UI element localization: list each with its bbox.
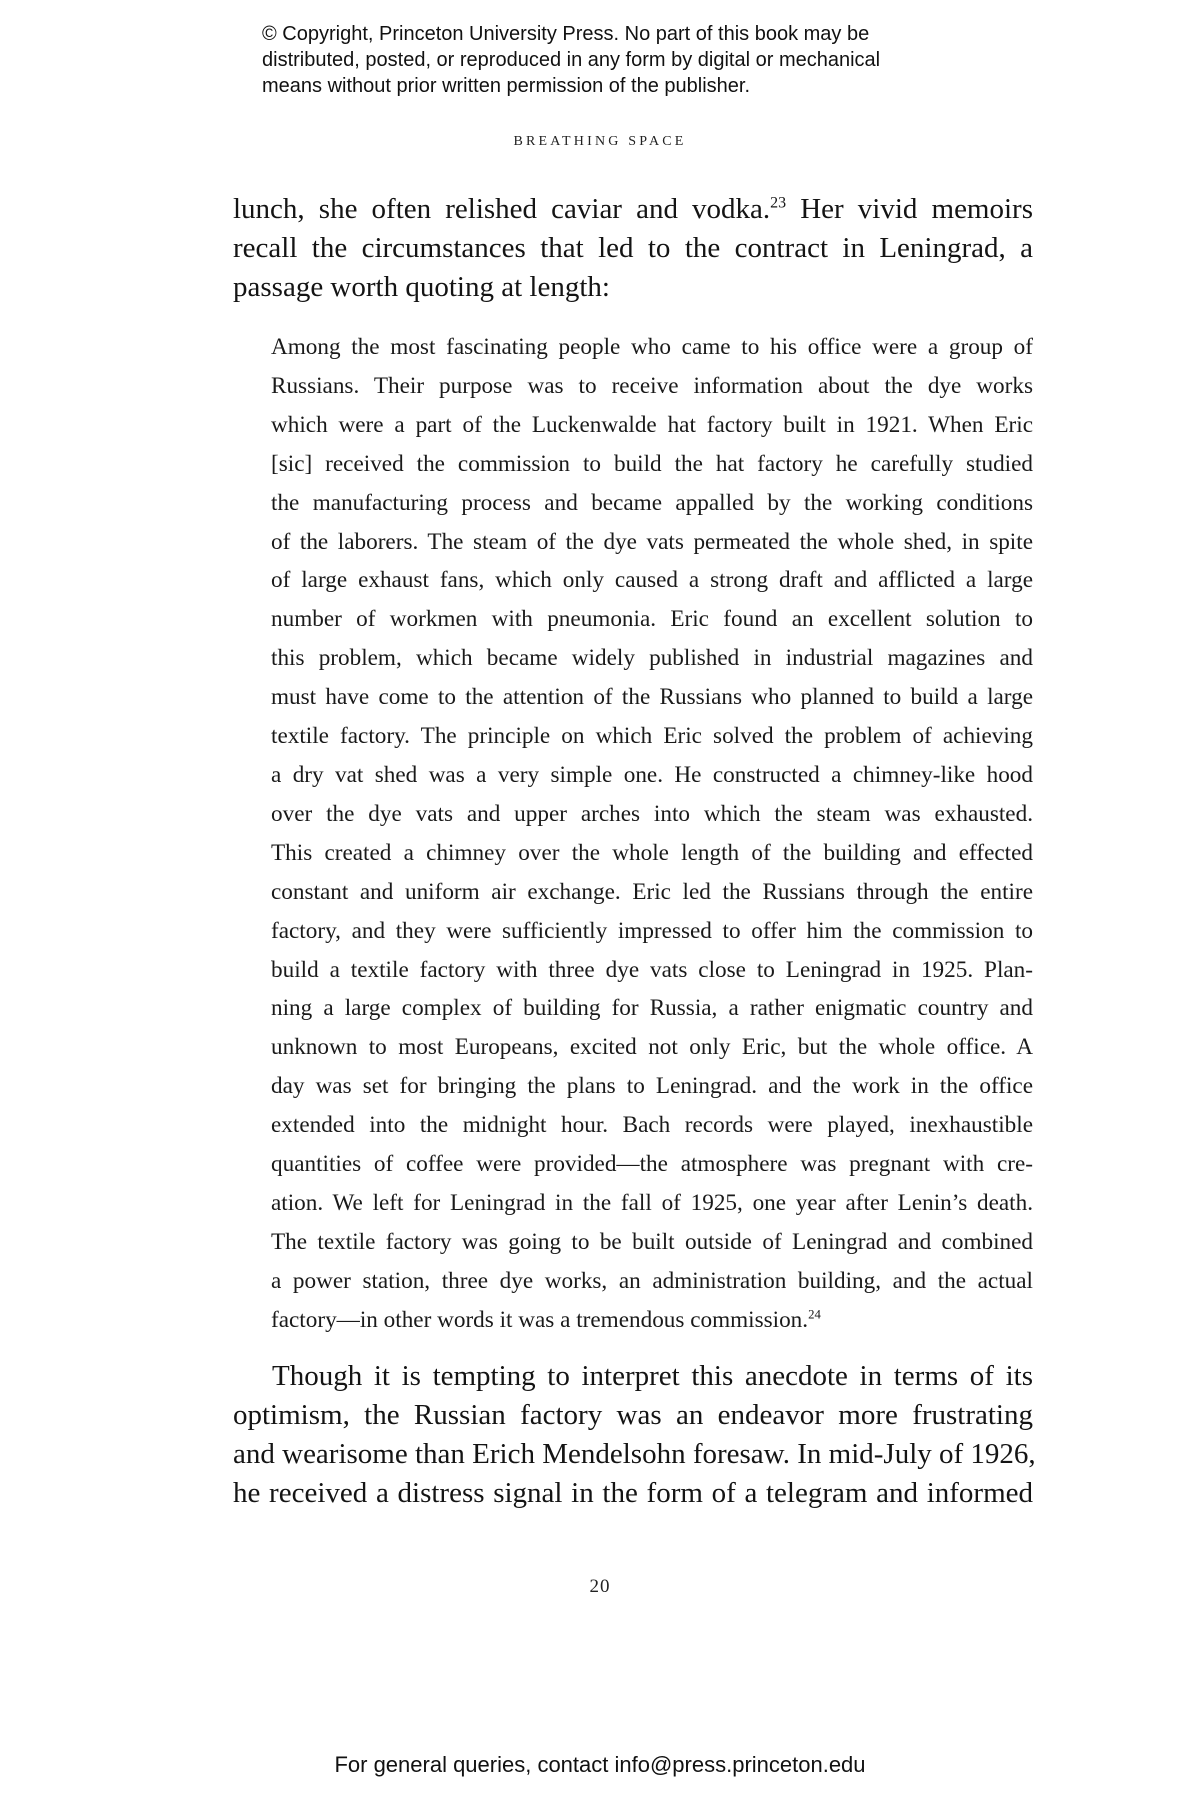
quote-line: Russians. Their purpose was to receive information about the dye works (271, 372, 1033, 399)
quote-line: over the dye vats and upper arches into which the steam was exhausted. (271, 800, 1033, 827)
quote-line: which were a part of the Luckenwalde hat factory built in 1921. When Eric (271, 411, 1033, 438)
quote-line: this problem, which became widely published in industrial magazines and (271, 645, 1033, 672)
text-line: optimism, the Russian factory was an endeavor more frustrating (233, 1399, 1033, 1431)
running-head: BREATHING SPACE (513, 134, 687, 149)
text-line (233, 190, 1033, 229)
quote-line (271, 1301, 1033, 1340)
paragraph-2 (233, 1357, 1036, 1513)
quote-line: ation. We left for Leningrad in the fall of 1925, one year after Lenin’s death. (271, 1189, 1033, 1216)
page-number: 20 (589, 1576, 611, 1597)
quote-line: number of workmen with pneumonia. Eric found an excellent solution to (271, 606, 1033, 633)
text-line: Though it is tempting to interpret this anecdote in terms of its (272, 1360, 1033, 1392)
text-fragment: lunch, she often relished caviar and vodka. (233, 193, 771, 225)
quote-line: day was set for bringing the plans to Leningrad. and the work in the office (271, 1073, 1033, 1100)
block-quote (271, 328, 1033, 1340)
quote-line: a power station, three dye works, an administration building, and the actual (271, 1267, 1033, 1294)
quote-line: extended into the midnight hour. Bach records were played, inexhaustible (271, 1112, 1033, 1139)
copyright-line: means without prior written permission of the publisher. (262, 75, 751, 97)
copyright-line: distributed, posted, or reproduced in any form by digital or mechanical (262, 49, 881, 71)
text-line: and wearisome than Erich Mendelsohn foresaw. In mid-July of 1926, (233, 1438, 1036, 1470)
quote-line: ning a large complex of building for Russia, a rather enigmatic country and (271, 995, 1033, 1022)
quote-line: [sic] received the commission to build the hat factory he carefully studied (271, 450, 1033, 477)
copyright-line: © Copyright, Princeton University Press. No part of this book may be (262, 23, 870, 45)
footnote-ref-24: 24 (808, 1306, 821, 1321)
quote-line: must have come to the attention of the Russians who planned to build a large (271, 684, 1033, 711)
text-line: recall the circumstances that led to the contract in Leningrad, a (233, 232, 1033, 264)
quote-line: build a textile factory with three dye vats close to Leningrad in 1925. Plan- (271, 956, 1033, 983)
text-line: passage worth quoting at length: (233, 271, 610, 303)
quote-line: This created a chimney over the whole length of the building and effected (271, 839, 1033, 866)
paragraph-1 (233, 190, 1033, 307)
quote-line: factory, and they were sufficiently impressed to offer him the commission to (271, 917, 1033, 944)
footer-contact: For general queries, contact info@press.princeton.edu (334, 1752, 866, 1777)
text-fragment: factory—in other words it was a tremendous commission. (271, 1306, 809, 1333)
quote-line: constant and uniform air exchange. Eric led the Russians through the entire (271, 878, 1033, 905)
footnote-ref-23: 23 (770, 194, 787, 212)
quote-line: of the laborers. The steam of the dye vats permeated the whole shed, in spite (271, 528, 1033, 555)
text-line: he received a distress signal in the form of a telegram and informed (233, 1477, 1033, 1509)
quote-line: Among the most fascinating people who came to his office were a group of (271, 334, 1033, 360)
quote-line: of large exhaust fans, which only caused a strong draft and afflicted a large (271, 567, 1033, 594)
quote-line: textile factory. The principle on which Eric solved the problem of achieving (271, 723, 1033, 750)
quote-line: The textile factory was going to be built outside of Leningrad and combined (271, 1228, 1033, 1255)
quote-line: the manufacturing process and became appalled by the working conditions (271, 489, 1033, 516)
copyright-notice (262, 21, 1022, 99)
quote-line: unknown to most Europeans, excited not only Eric, but the whole office. A (271, 1034, 1033, 1061)
text-fragment: Her vivid memoirs (786, 193, 1033, 225)
quote-line: a dry vat shed was a very simple one. He constructed a chimney-like hood (271, 761, 1033, 788)
quote-line: quantities of coffee were provided—the atmosphere was pregnant with cre- (271, 1151, 1033, 1178)
